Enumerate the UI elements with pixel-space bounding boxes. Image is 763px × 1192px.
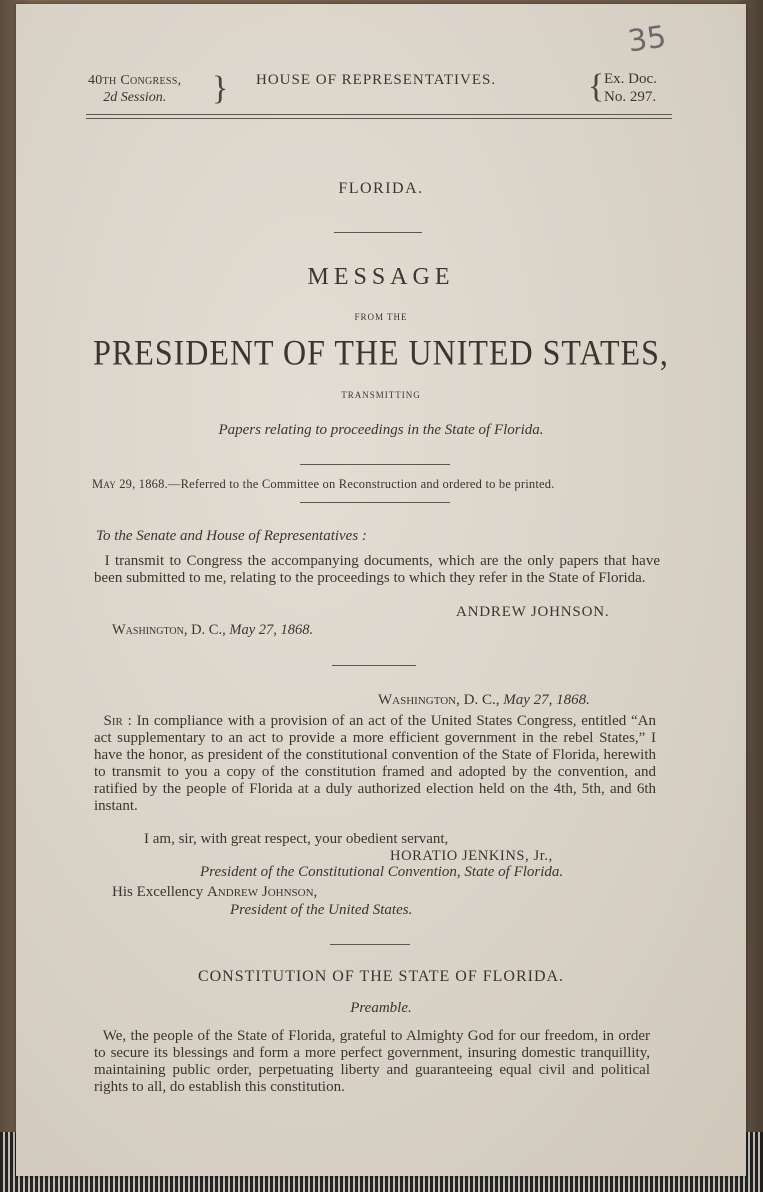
addressee [112,884,317,901]
letter-dateline [378,692,590,709]
addressee-title: President of the United States. [230,902,413,918]
letter-place: Washington, D. C., [378,692,504,708]
house-label: HOUSE OF REPRESENTATIVES. [256,72,497,88]
preamble-label: Preamble. [350,1000,412,1016]
salutation: To the Senate and House of Representatives : [96,528,367,544]
preamble-body: We, the people of the State of Florida, grateful to Almighty God for our freedom, in order to secure its blessings and form a more perfect government, insuring domestic tranquillity, maintaining public order, perpetuating liberty and guaranteeing equal civil and political rights to all, do establish this constitution. [94,1028,650,1095]
handwritten-page-number: 35 [625,19,669,60]
message-title: MESSAGE [307,264,455,290]
divider-1 [334,232,422,233]
letter-closing: I am, sir, with great respect, your obedient servant, [144,831,449,847]
right-brace: { [588,68,605,105]
session-label: 2d Session. [103,90,167,105]
president-title: PRESIDENT OF THE UNITED STATES, [93,331,669,373]
divider-2 [300,464,450,465]
doc-number [604,70,657,106]
referral-text: —Referred to the Committee on Reconstruction and ordered to be printed. [167,477,555,491]
from-the-label: FROM THE [354,312,408,322]
divider-5 [330,944,410,945]
left-brace: } [212,70,229,107]
letter-body-text: In compliance with a provision of an act of the United States Congress, entitled “An act supplementary to an act to provide a more efficient government in the rebel States,” I have the honor, as president of the constitutional convention of the State of Florida, herewith to transmit to you a copy of the constitution framed and adopted by the convention, and ratified by the people of Florida at a duly authorized election held on the 4th, 5th, and 6th instant. [94,713,657,814]
congress-session [88,72,181,106]
congress-label: 40th Congress, [88,73,182,88]
papers-subtitle: Papers relating to proceedings in the State of Florida. [218,422,544,438]
signature-jenkins-title: President of the Constitutional Convention, State of Florida. [200,864,564,880]
divider-3 [300,502,450,503]
message-body-text: I transmit to Congress the accompanying documents, which are the only papers that have been submitted to me, relating to the proceedings to which they refer in the State of Florida. [94,553,660,586]
signature-jenkins: HORATIO JENKINS, Jr., [390,848,553,864]
referral-date: May 29, 1868. [92,477,168,491]
date-1: May 27, 1868. [229,622,314,638]
place-1: Washington, D. C., [112,622,230,638]
constitution-heading: CONSTITUTION OF THE STATE OF FLORIDA. [197,968,565,985]
letter-sir: Sir : [103,713,132,729]
message-body [94,553,660,587]
preamble-text [94,1028,650,1096]
state-title: FLORIDA. [338,180,424,197]
header-rule-top [86,114,672,115]
signature-johnson: ANDREW JOHNSON. [456,604,610,620]
letter-date: May 27, 1868. [503,692,590,708]
place-date-1 [112,622,313,639]
doc-type: Ex. Doc. [604,71,657,87]
referral-note [92,477,555,492]
letter-body [94,713,656,815]
addressee-name: Andrew Johnson, [206,884,318,900]
divider-4 [332,665,416,666]
transmitting-label: TRANSMITTING [341,390,421,400]
header-rule-bottom [86,118,672,119]
doc-no: No. 297. [604,89,657,105]
addressee-prefix: His Excellency [112,884,207,900]
